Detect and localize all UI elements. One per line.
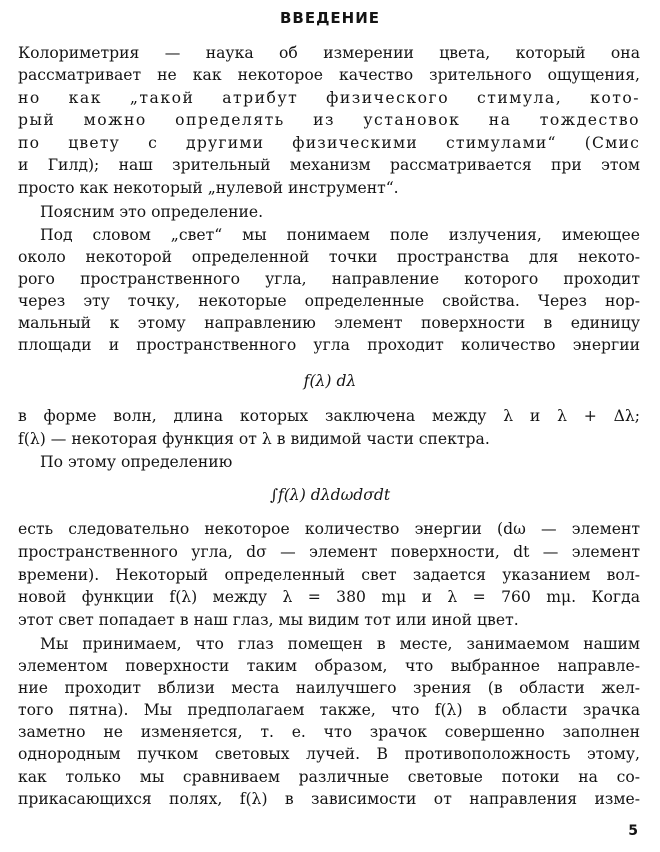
text-line: новой функции f(λ) между λ = 380 mμ и λ = 760 mμ. Когда (18, 588, 640, 606)
text-line: в форме волн, длина которых заключена между λ и λ + Δλ; (18, 407, 640, 425)
text-line: Колориметрия — наука об измерении цвета, который она (18, 44, 640, 62)
text-line: Поясним это определение. (40, 203, 264, 221)
text-line: пространственного угла, dσ — элемент поверхности, dt — элемент (18, 543, 640, 561)
text-line: через эту точку, некоторые определенные свойства. Через нор- (18, 292, 640, 310)
text-line: однородным пучком световых лучей. В противоположность этому, (18, 745, 640, 763)
text-line: рассматривает не как некоторое качество зрительного ощущения, (18, 66, 640, 84)
text-line: времени). Некоторый определенный свет задается указанием вол- (18, 566, 640, 584)
page-heading: ВВЕДЕНИЕ (279, 9, 381, 27)
text-line: есть следовательно некоторое количество энергии (dω — элемент (18, 520, 640, 538)
text-line: элементом поверхности таким образом, что выбранное направле- (18, 657, 640, 675)
page-number: 5 (628, 823, 638, 839)
text-line: Мы принимаем, что глаз помещен в месте, занимаемом нашим (40, 635, 640, 653)
text-line: мальный к этому направлению элемент поверхности в единицу (18, 314, 640, 332)
text-line: По этому определению (40, 453, 233, 471)
formula-integral: ∫f(λ) dλdωdσdt (269, 486, 391, 504)
formula-energy: f(λ) dλ (303, 372, 357, 390)
text-line: но как „такой атрибут физического стимула, кото- (18, 89, 640, 107)
text-line: и Гилд); наш зрительный механизм рассматривается при этом (18, 156, 640, 174)
text-line: прикасающихся полях, f(λ) в зависимости от направления изме- (18, 790, 640, 808)
text-line: площади и пространственного угла проходит количество энергии (18, 336, 640, 354)
text-line: просто как некоторый „нулевой инструмент“. (18, 179, 399, 197)
text-line: рого пространственного угла, направление которого проходит (18, 270, 640, 288)
text-line: заметно не изменяется, т. е. что зрачок совершенно заполнен (18, 723, 640, 741)
text-line: ние проходит вблизи места наилучшего зрения (в области жел- (18, 679, 640, 697)
text-line: Под словом „свет“ мы понимаем поле излучения, имеющее (40, 226, 640, 244)
text-line: рый можно определять из установок на тождество (18, 111, 640, 129)
text-line: того пятна). Мы предполагаем также, что f(λ) в области зрачка (18, 701, 640, 719)
text-line: как только мы сравниваем различные световые потоки на со- (18, 768, 640, 786)
text-line: этот свет попадает в наш глаз, мы видим тот или иной цвет. (18, 611, 519, 629)
text-line: около некоторой определенной точки пространства для некото- (18, 248, 640, 266)
text-line: f(λ) — некоторая функция от λ в видимой части спектра. (18, 430, 490, 448)
text-line: по цвету с другими физическими стимулами“ (Смис (18, 134, 640, 152)
